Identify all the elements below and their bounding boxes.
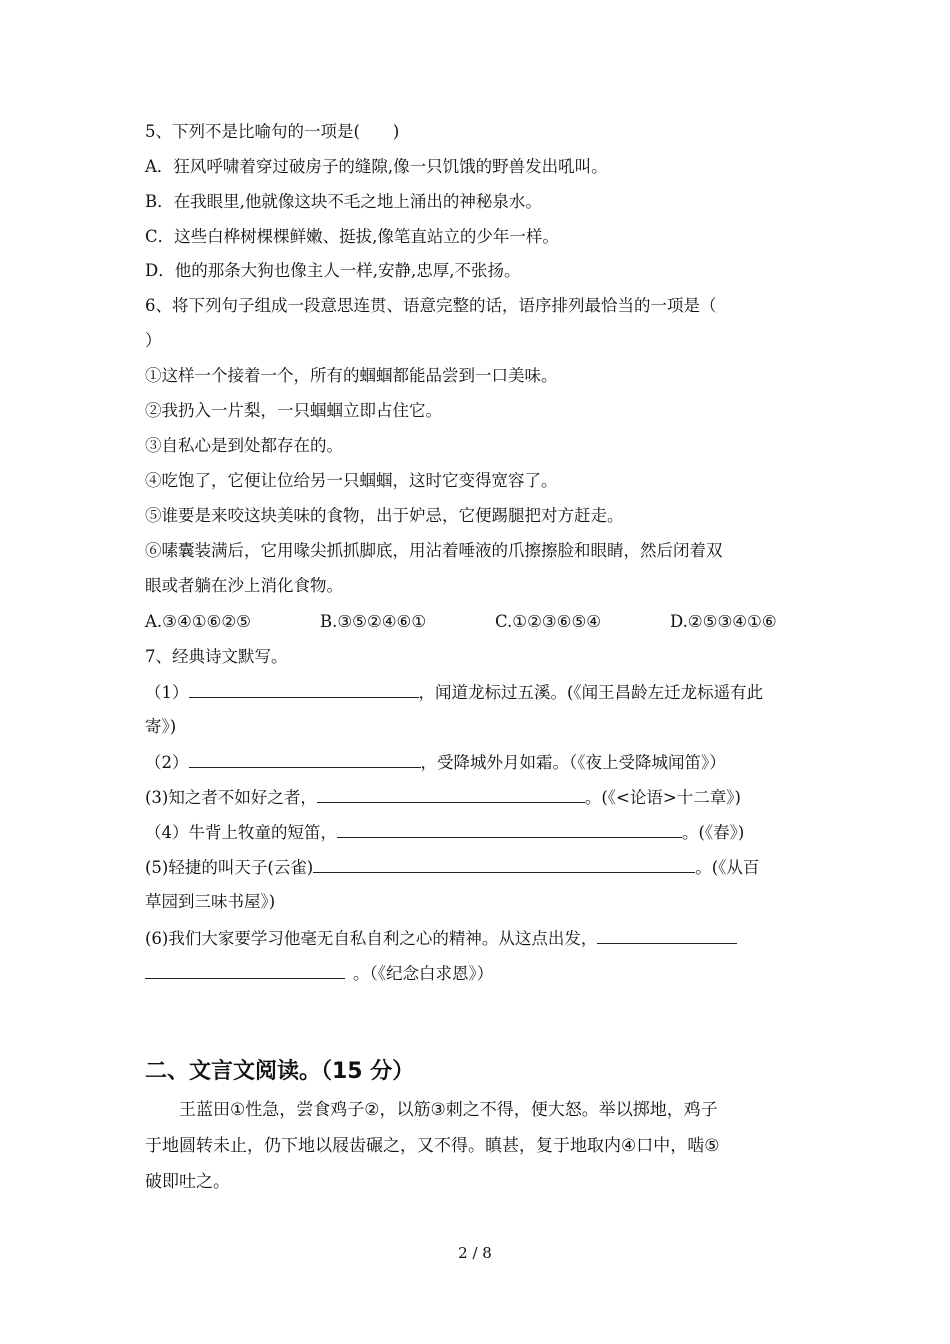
q6-sentence-5: ⑤谁要是来咬这块美味的食物，出于妒忌，它便踢腿把对方赶走。 xyxy=(145,506,624,525)
q7-item-4-blank[interactable] xyxy=(337,822,682,838)
q7-item-1-blank[interactable] xyxy=(189,682,419,698)
q5-stem: 5、下列不是比喻句的一项是( ) xyxy=(145,122,400,141)
q5-option-b: B．在我眼里,他就像这块不毛之地上涌出的神秘泉水。 xyxy=(145,192,542,211)
q6-choice-c: C.①②③⑥⑤④ xyxy=(495,612,602,631)
q7-item-3-blank[interactable] xyxy=(317,787,585,803)
q7-item-1-prefix: （1） xyxy=(145,683,189,702)
q7-item-2-prefix: （2） xyxy=(145,753,189,772)
q7-item-2-suffix: ，受降城外月如霜。（《夜上受降城闻笛》） xyxy=(420,753,726,772)
q6-stem: 6、将下列句子组成一段意思连贯、语意完整的话，语序排列最恰当的一项是（ xyxy=(145,296,717,315)
q6-choice-a: A.③④①⑥②⑤ xyxy=(145,612,251,631)
classical-text-line-1: 王蓝田①性急，尝食鸡子②，以筋③刺之不得，便大怒。举以掷地，鸡子 xyxy=(179,1100,718,1120)
q7-item-3 xyxy=(145,787,741,808)
q7-item-3-suffix: 。(《<论语>十二章》) xyxy=(584,788,741,807)
q7-item-6 xyxy=(145,928,737,949)
q7-item-6-prefix: (6)我们大家要学习他毫无自私自利之心的精神。从这点出发， xyxy=(145,929,598,948)
q7-item-6-blank-cont[interactable] xyxy=(145,963,345,979)
q7-item-2-blank[interactable] xyxy=(189,752,421,768)
classical-text-line-3: 破即吐之。 xyxy=(145,1172,230,1192)
q7-item-1-suffix: ，闻道龙标过五溪。(《闻王昌龄左迁龙标遥有此 xyxy=(418,683,764,702)
q6-choice-b: B.③⑤②④⑥① xyxy=(320,612,427,631)
page-number: 2 / 8 xyxy=(458,1244,492,1262)
q7-item-5 xyxy=(145,857,759,878)
q7-item-4 xyxy=(145,822,744,843)
q7-item-1-cont: 寄》) xyxy=(145,717,177,736)
q7-item-4-prefix: （4）牛背上牧童的短笛， xyxy=(145,823,337,842)
section-2-heading: 二、文言文阅读。（15 分） xyxy=(145,1059,415,1084)
q7-item-6-cont xyxy=(145,963,493,984)
q7-item-2 xyxy=(145,752,726,773)
q7-item-1 xyxy=(145,682,763,703)
q6-sentence-3: ③自私心是到处都存在的。 xyxy=(145,436,343,455)
q5-option-a: A．狂风呼啸着穿过破房子的缝隙,像一只饥饿的野兽发出吼叫。 xyxy=(145,157,608,176)
q6-sentence-4: ④吃饱了，它便让位给另一只蝈蝈，这时它变得宽容了。 xyxy=(145,471,558,490)
q7-item-3-prefix: (3)知之者不如好之者， xyxy=(145,788,317,807)
q7-item-5-cont: 草园到三味书屋》) xyxy=(145,892,276,911)
q6-sentence-2: ②我扔入一片梨，一只蝈蝈立即占住它。 xyxy=(145,401,442,420)
q5-option-d: D．他的那条大狗也像主人一样,安静,忠厚,不张扬。 xyxy=(145,261,521,280)
q6-choice-d: D.②⑤③④①⑥ xyxy=(670,612,777,631)
q7-stem: 7、经典诗文默写。 xyxy=(145,647,288,666)
q7-item-6-blank[interactable] xyxy=(597,928,737,944)
q6-sentence-1: ①这样一个接着一个，所有的蝈蝈都能品尝到一口美味。 xyxy=(145,366,558,385)
q7-item-5-blank[interactable] xyxy=(313,857,695,873)
q6-sentence-6: ⑥嗉囊装满后，它用喙尖抓抓脚底，用沾着唾液的爪擦擦脸和眼睛，然后闭着双 xyxy=(145,541,723,560)
q5-option-c: C．这些白桦树棵棵鲜嫩、挺拔,像笔直站立的少年一样。 xyxy=(145,227,559,246)
q7-item-4-suffix: 。(《春》) xyxy=(682,823,745,842)
q7-item-5-suffix: 。(《从百 xyxy=(695,858,760,877)
q7-item-5-prefix: (5)轻捷的叫天子(云雀) xyxy=(145,858,314,877)
q6-stem-cont: ） xyxy=(145,331,162,350)
q6-choices xyxy=(145,612,777,632)
q6-sentence-6-cont: 眼或者躺在沙上消化食物。 xyxy=(145,576,343,595)
q7-item-6-suffix: 。（《纪念白求恩》） xyxy=(353,964,494,983)
classical-text-line-2: 于地圆转未止，仍下地以屐齿碾之，又不得。瞋甚，复于地取内④口中，啮⑤ xyxy=(145,1136,720,1156)
